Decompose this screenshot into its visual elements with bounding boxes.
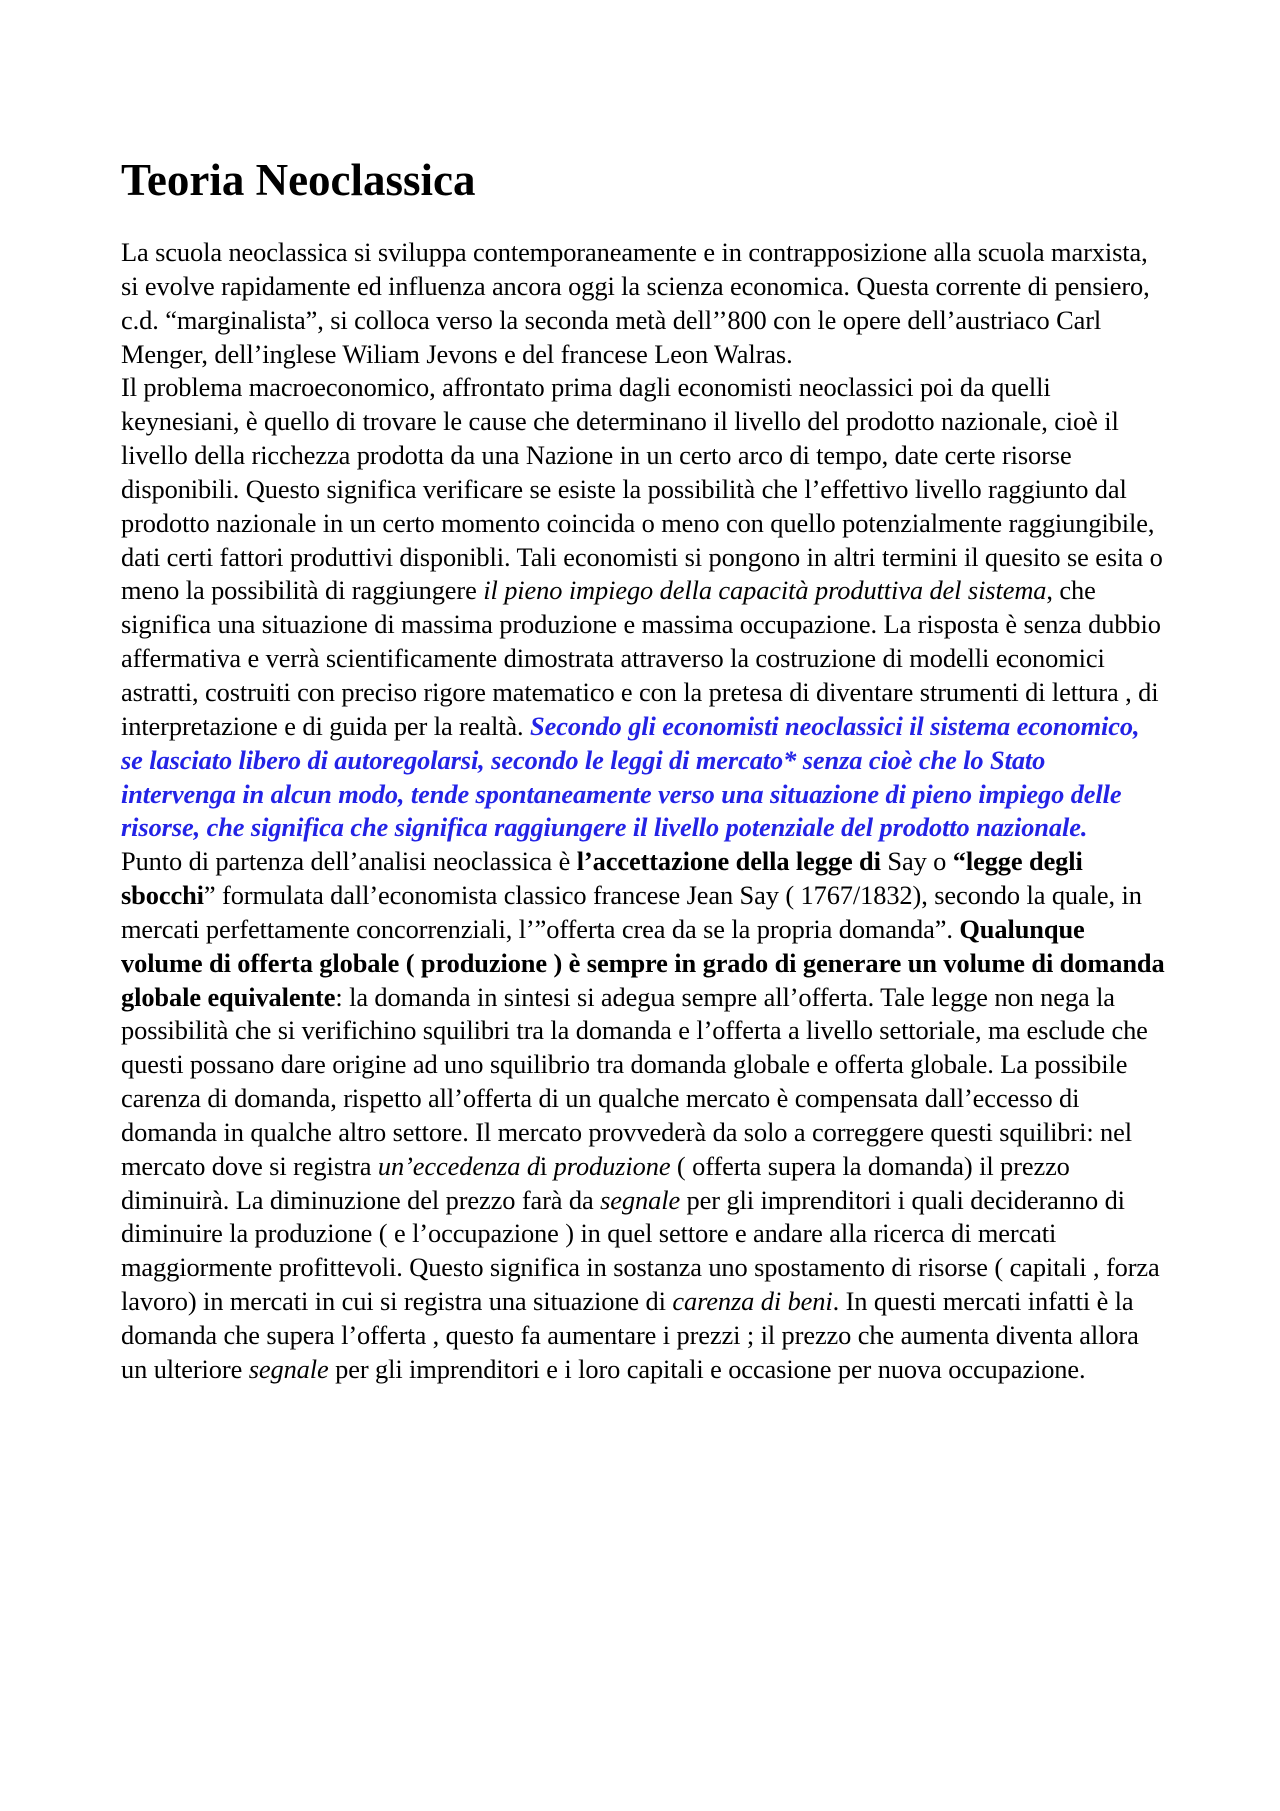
text-run: , che significa una situazione di massima produzione e massima occupazione. La risposta è senza dubbio affermativa e verrà scientificamente dimostrata attraverso la costruzione di modelli economici astratti, costruiti con preciso rigore matematico e con la pretesa di diventare strumenti di lettura , di interpretazione e di guida per la realtà.: [121, 575, 1161, 741]
document-title: Teoria Neoclassica: [121, 155, 476, 205]
paragraph-intro: La scuola neoclassica si sviluppa contemporaneamente e in contrapposizione alla scuola marxista, si evolve rapidamente ed influenza ancora oggi la scienza economica. Questa corrente di pensiero, c.d. “marginalista”, si colloca verso la seconda metà dell’’800 con le opere dell’austriaco Carl Menger, dell’inglese Wiliam Jevons e del francese Leon Walras.: [121, 237, 1150, 369]
italic-run: un’eccedenza d: [377, 1150, 540, 1181]
text-run: ( offerta supera la domanda) il prezzo diminuirà. La diminuzione del prezzo farà da: [121, 1150, 1070, 1215]
italic-run: produzione: [553, 1150, 671, 1181]
text-run: Il problema macroeconomico, affrontato prima dagli economisti neoclassici poi da quelli keynesiani, è quello di trovare le cause che determinano il livello del prodotto nazionale, cioè il livello della ricchezza prodotta da una Nazione in un certo arco di tempo, date certe risorse disponibili. Questo significa verificare se esiste la possibilità che l’effettivo livello raggiunto dal prodotto nazionale in un certo momento coincida o meno con quello potenzialmente raggiungibile, dati certi fattori produttivi disponibli. Tali economisti si pongono in altri termini il quesito se esita o meno la possibilità di raggiungere: [121, 372, 1163, 606]
bold-run: l’accettazione della legge di: [576, 846, 881, 877]
paragraph-macroeconomic-problem: [121, 371, 1166, 845]
text-run: per gli imprenditori i quali decideranno di diminuire la produzione ( e l’occupazione ) in quel settore e andare alla ricerca di mercati maggiormente profittevoli. Questo significa in sostanza uno spostamento di risorse ( capitali , forza lavoro) in mercati in cui si registra una situazione di: [121, 1184, 1160, 1317]
text-run: Punto di partenza dell’analisi neoclassica è: [121, 846, 577, 877]
italic-run: segnale: [600, 1184, 681, 1215]
bold-run: Qualunque volume di offerta globale ( produzione ) è sempre in grado di generare un volume di domanda globale equivalente: [121, 913, 1165, 1012]
paragraph-say-law: [121, 845, 1166, 1387]
text-run: . In questi mercati infatti è la domanda che supera l’offerta , questo fa aumentare i prezzi ; il prezzo che aumenta diventa allora un ulteriore: [121, 1286, 1139, 1384]
italic-run: il pieno impiego della capacità produttiva del sistema: [483, 575, 1047, 606]
text-run: : la domanda in sintesi si adegua sempre all’offerta. Tale legge non nega la possibilità che si verifichino squilibri tra la domanda e l’offerta a livello settoriale, ma esclude che questi possano dare origine ad uno squilibrio tra domanda globale e offerta globale. La possibile carenza di domanda, rispetto all’offerta di un qualche mercato è compensata dall’eccesso di domanda in qualche altro settore. Il mercato provvederà da solo a correggere questi squilibri: nel mercato dove si registra: [121, 981, 1148, 1181]
text-run: Say o: [880, 846, 953, 877]
document-page: [121, 150, 1166, 1387]
italic-run: carenza di beni: [672, 1286, 833, 1317]
text-run: per gli imprenditori e i loro capitali e occasione per nuova occupazione.: [328, 1353, 1086, 1384]
highlighted-statement: Secondo gli economisti neoclassici il sistema economico, se lasciato libero di autoregolarsi, secondo le leggi di mercato* senza cioè che lo Stato intervenga in alcun modo, tende spontaneamente verso una situazione di pieno impiego delle risorse, che significa che significa raggiungere il livello potenziale del prodotto nazionale.: [121, 710, 1140, 843]
bold-run: “legge degli sbocchi: [121, 846, 1083, 911]
text-run: i: [539, 1150, 554, 1181]
text-run: ” formulata dall’economista classico francese Jean Say ( 1767/1832), secondo la quale, in mercati perfettamente concorrenziali, l’”offerta crea da se la propria domanda”.: [121, 880, 1142, 944]
italic-run: segnale: [248, 1353, 329, 1384]
